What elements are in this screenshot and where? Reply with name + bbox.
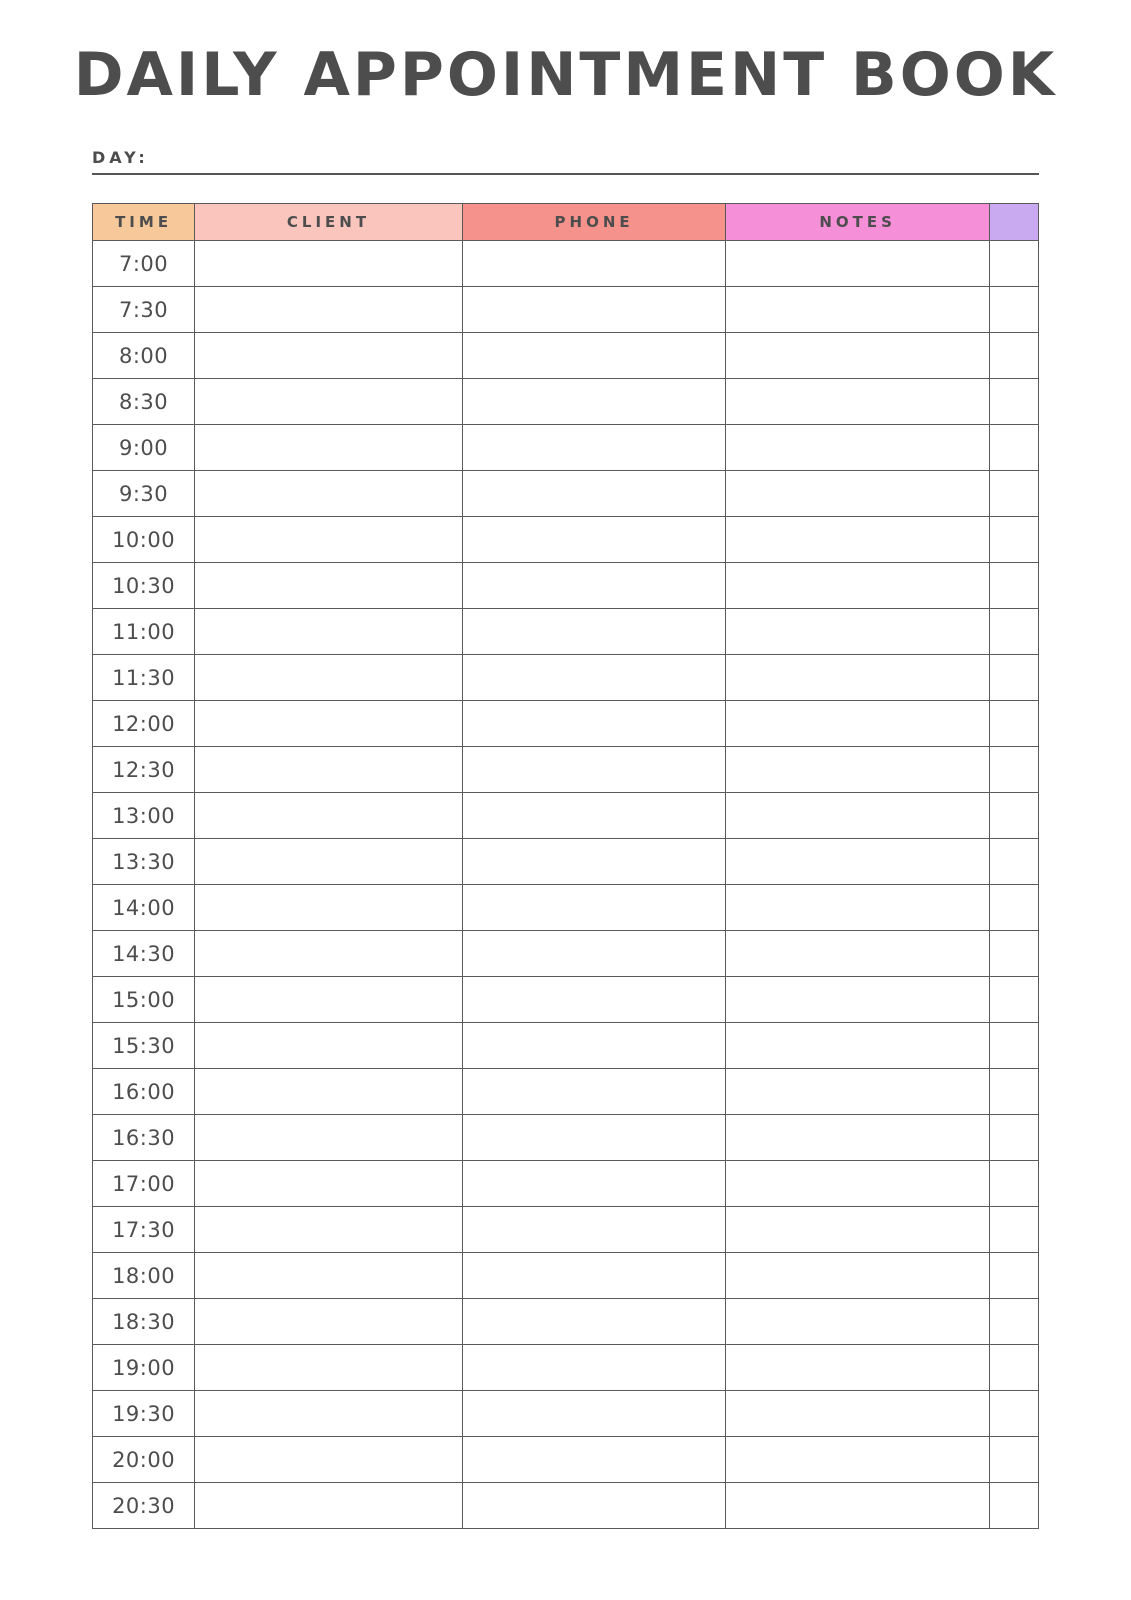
- table-row: [93, 609, 1039, 655]
- cell-client[interactable]: [195, 839, 463, 885]
- cell-time: 18:30: [93, 1299, 195, 1345]
- cell-extra[interactable]: [989, 1253, 1038, 1299]
- cell-notes[interactable]: [726, 1253, 990, 1299]
- table-row: [93, 1437, 1039, 1483]
- cell-notes[interactable]: [726, 885, 990, 931]
- cell-phone[interactable]: [462, 1299, 726, 1345]
- cell-extra[interactable]: [989, 793, 1038, 839]
- cell-phone[interactable]: [462, 609, 726, 655]
- cell-time: 19:00: [93, 1345, 195, 1391]
- cell-client[interactable]: [195, 1483, 463, 1529]
- cell-time: 10:30: [93, 563, 195, 609]
- cell-time: 16:30: [93, 1115, 195, 1161]
- cell-client[interactable]: [195, 333, 463, 379]
- table-row: [93, 885, 1039, 931]
- table-row: [93, 425, 1039, 471]
- cell-notes[interactable]: [726, 563, 990, 609]
- cell-time: 20:00: [93, 1437, 195, 1483]
- cell-client[interactable]: [195, 885, 463, 931]
- cell-phone[interactable]: [462, 1023, 726, 1069]
- cell-notes[interactable]: [726, 1483, 990, 1529]
- cell-client[interactable]: [195, 1391, 463, 1437]
- cell-extra[interactable]: [989, 287, 1038, 333]
- table-row: [93, 1391, 1039, 1437]
- cell-client[interactable]: [195, 655, 463, 701]
- cell-notes[interactable]: [726, 471, 990, 517]
- table-row: [93, 379, 1039, 425]
- cell-phone[interactable]: [462, 287, 726, 333]
- cell-extra[interactable]: [989, 1115, 1038, 1161]
- cell-phone[interactable]: [462, 1437, 726, 1483]
- cell-phone[interactable]: [462, 1207, 726, 1253]
- table-row: [93, 333, 1039, 379]
- table-row: [93, 1115, 1039, 1161]
- cell-notes[interactable]: [726, 379, 990, 425]
- cell-phone[interactable]: [462, 425, 726, 471]
- column-header-extra: [989, 204, 1038, 241]
- cell-time: 8:30: [93, 379, 195, 425]
- cell-time: 19:30: [93, 1391, 195, 1437]
- cell-phone[interactable]: [462, 747, 726, 793]
- cell-client[interactable]: [195, 931, 463, 977]
- cell-client[interactable]: [195, 563, 463, 609]
- cell-phone[interactable]: [462, 471, 726, 517]
- column-header-phone: PHONE: [462, 204, 726, 241]
- cell-client[interactable]: [195, 1345, 463, 1391]
- cell-notes[interactable]: [726, 931, 990, 977]
- cell-client[interactable]: [195, 379, 463, 425]
- table-row: [93, 747, 1039, 793]
- cell-client[interactable]: [195, 1207, 463, 1253]
- cell-phone[interactable]: [462, 1391, 726, 1437]
- cell-client[interactable]: [195, 1115, 463, 1161]
- cell-time: 10:00: [93, 517, 195, 563]
- table-body: [93, 241, 1039, 1529]
- cell-extra[interactable]: [989, 701, 1038, 747]
- cell-extra[interactable]: [989, 655, 1038, 701]
- cell-phone[interactable]: [462, 1483, 726, 1529]
- table-row: [93, 1299, 1039, 1345]
- cell-phone[interactable]: [462, 839, 726, 885]
- cell-phone[interactable]: [462, 379, 726, 425]
- cell-time: 20:30: [93, 1483, 195, 1529]
- cell-extra[interactable]: [989, 333, 1038, 379]
- cell-notes[interactable]: [726, 747, 990, 793]
- table-row: [93, 793, 1039, 839]
- cell-client[interactable]: [195, 241, 463, 287]
- cell-time: 7:00: [93, 241, 195, 287]
- cell-notes[interactable]: [726, 701, 990, 747]
- cell-extra[interactable]: [989, 747, 1038, 793]
- table-row: [93, 1253, 1039, 1299]
- cell-notes[interactable]: [726, 241, 990, 287]
- cell-extra[interactable]: [989, 1023, 1038, 1069]
- cell-time: 13:00: [93, 793, 195, 839]
- cell-notes[interactable]: [726, 609, 990, 655]
- cell-client[interactable]: [195, 609, 463, 655]
- day-input[interactable]: [161, 149, 1039, 167]
- cell-extra[interactable]: [989, 471, 1038, 517]
- cell-notes[interactable]: [726, 1345, 990, 1391]
- cell-client[interactable]: [195, 1437, 463, 1483]
- table-row: [93, 1345, 1039, 1391]
- column-header-client: CLIENT: [195, 204, 463, 241]
- table-row: [93, 1483, 1039, 1529]
- cell-extra[interactable]: [989, 241, 1038, 287]
- cell-time: 11:30: [93, 655, 195, 701]
- cell-time: 13:30: [93, 839, 195, 885]
- cell-notes[interactable]: [726, 333, 990, 379]
- cell-client[interactable]: [195, 1299, 463, 1345]
- table-row: [93, 471, 1039, 517]
- cell-phone[interactable]: [462, 1253, 726, 1299]
- table-row: [93, 931, 1039, 977]
- cell-extra[interactable]: [989, 1483, 1038, 1529]
- cell-notes[interactable]: [726, 655, 990, 701]
- cell-extra[interactable]: [989, 563, 1038, 609]
- cell-client[interactable]: [195, 1161, 463, 1207]
- table-row: [93, 517, 1039, 563]
- cell-notes[interactable]: [726, 1069, 990, 1115]
- cell-extra[interactable]: [989, 1161, 1038, 1207]
- cell-extra[interactable]: [989, 1207, 1038, 1253]
- cell-phone[interactable]: [462, 1115, 726, 1161]
- cell-time: 8:00: [93, 333, 195, 379]
- cell-time: 18:00: [93, 1253, 195, 1299]
- cell-phone[interactable]: [462, 793, 726, 839]
- cell-time: 14:00: [93, 885, 195, 931]
- cell-notes[interactable]: [726, 839, 990, 885]
- cell-time: 15:30: [93, 1023, 195, 1069]
- cell-notes[interactable]: [726, 517, 990, 563]
- cell-time: 16:00: [93, 1069, 195, 1115]
- cell-client[interactable]: [195, 793, 463, 839]
- cell-extra[interactable]: [989, 425, 1038, 471]
- table-row: [93, 839, 1039, 885]
- cell-extra[interactable]: [989, 1299, 1038, 1345]
- cell-extra[interactable]: [989, 1437, 1038, 1483]
- cell-extra[interactable]: [989, 379, 1038, 425]
- table-row: [93, 977, 1039, 1023]
- cell-time: 12:00: [93, 701, 195, 747]
- cell-phone[interactable]: [462, 655, 726, 701]
- cell-notes[interactable]: [726, 1023, 990, 1069]
- cell-client[interactable]: [195, 977, 463, 1023]
- cell-phone[interactable]: [462, 885, 726, 931]
- cell-notes[interactable]: [726, 425, 990, 471]
- cell-notes[interactable]: [726, 287, 990, 333]
- cell-extra[interactable]: [989, 1391, 1038, 1437]
- cell-extra[interactable]: [989, 885, 1038, 931]
- cell-time: 7:30: [93, 287, 195, 333]
- cell-time: 15:00: [93, 977, 195, 1023]
- table-row: [93, 241, 1039, 287]
- table-row: [93, 287, 1039, 333]
- day-label: DAY:: [92, 148, 149, 167]
- cell-phone[interactable]: [462, 931, 726, 977]
- page-title: DAILY APPOINTMENT BOOK: [73, 40, 1058, 110]
- table-row: [93, 1069, 1039, 1115]
- table-row: [93, 655, 1039, 701]
- cell-client[interactable]: [195, 425, 463, 471]
- cell-client[interactable]: [195, 517, 463, 563]
- cell-phone[interactable]: [462, 701, 726, 747]
- cell-phone[interactable]: [462, 1345, 726, 1391]
- appointments-table: [92, 203, 1039, 1529]
- cell-phone[interactable]: [462, 1161, 726, 1207]
- day-field-row: [92, 133, 1039, 175]
- cell-notes[interactable]: [726, 1115, 990, 1161]
- cell-extra[interactable]: [989, 1345, 1038, 1391]
- cell-time: 9:00: [93, 425, 195, 471]
- table-row: [93, 563, 1039, 609]
- cell-extra[interactable]: [989, 977, 1038, 1023]
- column-header-notes: NOTES: [726, 204, 990, 241]
- table-row: [93, 701, 1039, 747]
- cell-client[interactable]: [195, 1023, 463, 1069]
- cell-phone[interactable]: [462, 333, 726, 379]
- cell-extra[interactable]: [989, 931, 1038, 977]
- table-row: [93, 1023, 1039, 1069]
- cell-notes[interactable]: [726, 1391, 990, 1437]
- cell-client[interactable]: [195, 471, 463, 517]
- cell-time: 17:00: [93, 1161, 195, 1207]
- cell-extra[interactable]: [989, 839, 1038, 885]
- column-header-time: TIME: [93, 204, 195, 241]
- cell-notes[interactable]: [726, 793, 990, 839]
- cell-client[interactable]: [195, 747, 463, 793]
- cell-phone[interactable]: [462, 977, 726, 1023]
- cell-client[interactable]: [195, 701, 463, 747]
- cell-phone[interactable]: [462, 241, 726, 287]
- cell-notes[interactable]: [726, 1207, 990, 1253]
- cell-notes[interactable]: [726, 1299, 990, 1345]
- cell-notes[interactable]: [726, 977, 990, 1023]
- cell-time: 11:00: [93, 609, 195, 655]
- cell-time: 17:30: [93, 1207, 195, 1253]
- cell-client[interactable]: [195, 1253, 463, 1299]
- cell-time: 9:30: [93, 471, 195, 517]
- cell-time: 14:30: [93, 931, 195, 977]
- cell-client[interactable]: [195, 1069, 463, 1115]
- cell-notes[interactable]: [726, 1161, 990, 1207]
- cell-extra[interactable]: [989, 609, 1038, 655]
- table-header-row: [93, 204, 1039, 241]
- table-row: [93, 1207, 1039, 1253]
- cell-extra[interactable]: [989, 1069, 1038, 1115]
- cell-phone[interactable]: [462, 563, 726, 609]
- cell-phone[interactable]: [462, 517, 726, 563]
- cell-phone[interactable]: [462, 1069, 726, 1115]
- cell-extra[interactable]: [989, 517, 1038, 563]
- table-row: [93, 1161, 1039, 1207]
- cell-time: 12:30: [93, 747, 195, 793]
- cell-client[interactable]: [195, 287, 463, 333]
- cell-notes[interactable]: [726, 1437, 990, 1483]
